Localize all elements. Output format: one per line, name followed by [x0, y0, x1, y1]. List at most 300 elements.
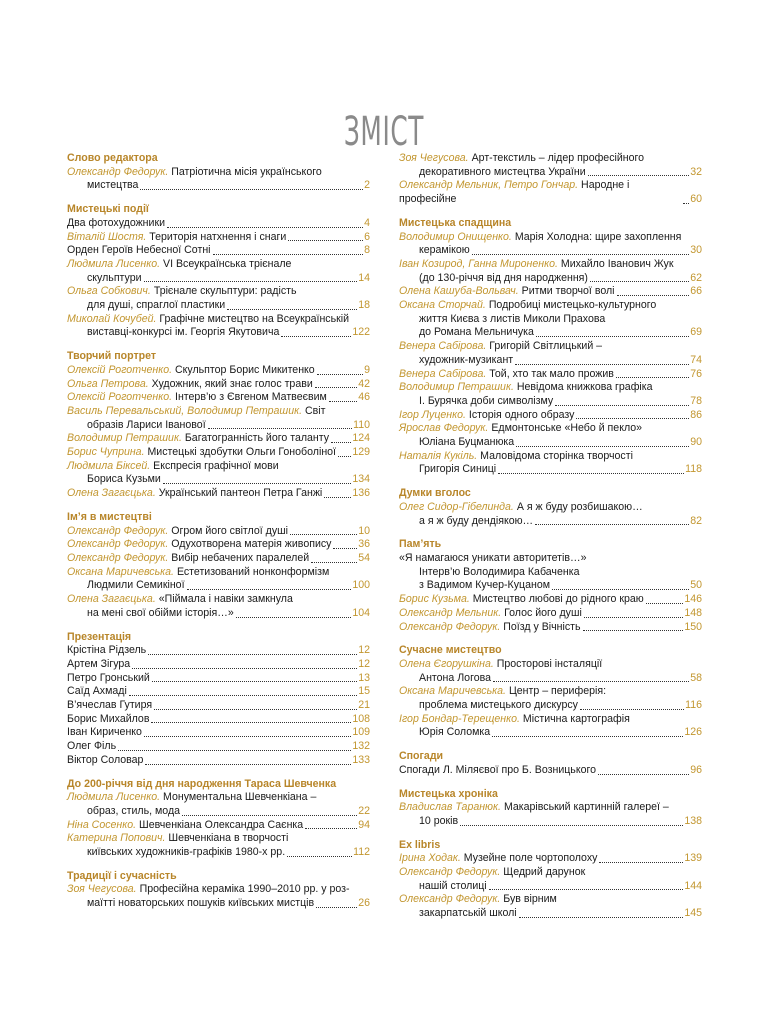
toc-section [67, 203, 370, 340]
section-heading: Традиції і сучасність [67, 869, 177, 882]
page-number: 42 [358, 377, 370, 390]
toc-entry[interactable] [399, 258, 702, 285]
entry-author: Ярослав Федорук. [399, 422, 489, 435]
dot-leader [129, 695, 357, 696]
toc-section [399, 644, 702, 740]
entry-title-line: Людмили Семикіної [87, 579, 185, 592]
page-number: 146 [684, 593, 702, 606]
entry-title-line: Інтерв’ю Володимира Кабаченка [419, 565, 580, 578]
toc-entry[interactable] [399, 764, 702, 778]
toc-entry[interactable] [67, 658, 370, 672]
toc-entry[interactable] [399, 658, 702, 685]
toc-section [67, 870, 370, 911]
dot-leader [580, 709, 684, 710]
entry-author: Олександр Федорук. [67, 538, 169, 551]
entry-title-line: Маловідома сторінка творчості [480, 449, 633, 462]
entry-title-line: Юліана Буцманюка [419, 436, 515, 449]
dot-leader [305, 828, 357, 829]
entry-author: Олена Кашуба-Вольвач. [399, 285, 519, 298]
dot-leader [287, 856, 352, 857]
page-number: 62 [690, 271, 702, 284]
toc-entry[interactable] [67, 244, 370, 258]
entry-author: Борис Чуприна. [67, 446, 145, 459]
entry-title-line: Щедрий дарунок [503, 866, 586, 879]
toc-entry[interactable] [67, 285, 370, 312]
toc-entry[interactable] [399, 422, 702, 449]
entry-title-line: Був вірним [503, 893, 557, 906]
section-heading: Творчий портрет [67, 350, 157, 363]
entry-author: Зоя Чегусова. [67, 883, 137, 896]
section-heading: Мистецькі події [67, 203, 149, 216]
dot-leader [333, 548, 357, 549]
section-heading: Слово редактора [67, 152, 158, 164]
page-number: 58 [690, 671, 702, 684]
entry-title-line: Григорій Світлицький – [489, 340, 603, 353]
toc-entry[interactable] [399, 299, 702, 340]
entry-title-line: Юрія Соломка [419, 726, 491, 739]
toc-entry[interactable] [399, 852, 702, 866]
page-number: 32 [690, 165, 702, 178]
page-number: 124 [352, 432, 370, 445]
entry-title-line: нашій столиці [419, 879, 487, 892]
dot-leader [598, 774, 689, 775]
page-number: 112 [353, 846, 370, 859]
dot-leader [552, 589, 689, 590]
entry-title-line: «Піймала і навіки замкнула [158, 593, 293, 606]
page-number: 66 [690, 285, 702, 298]
page-number: 22 [358, 804, 370, 817]
toc-entry[interactable] [67, 231, 370, 245]
entry-title-line: маїтті новаторських пошуків київських мистців [87, 897, 315, 910]
entry-author: Олександр Федорук. [67, 524, 169, 537]
page-number: 78 [690, 394, 702, 407]
entry-title-line: Бориса Кузьми [87, 473, 161, 486]
entry-title-line: Патріотична місія українського [171, 165, 322, 178]
toc-entry[interactable] [67, 364, 370, 378]
entry-title-line: а я ж буду дендіякою… [419, 514, 534, 527]
page-number: 122 [352, 326, 370, 339]
dot-leader [208, 428, 352, 429]
dot-leader [489, 889, 684, 890]
toc-entry[interactable] [399, 801, 702, 828]
dot-leader [516, 446, 689, 447]
page-number: 50 [690, 579, 702, 592]
dot-leader [617, 295, 690, 296]
toc-entry[interactable] [67, 313, 370, 340]
dot-leader [145, 764, 351, 765]
dot-leader [683, 203, 689, 204]
toc-entry[interactable] [399, 621, 702, 635]
entry-author: Венера Сабірова. [399, 367, 487, 380]
entry-author: Олена Загаєцька. [67, 593, 156, 606]
entry-title-line: Арт-текстиль – лідер професійного [471, 152, 645, 164]
toc-section [399, 788, 702, 829]
entry-author: Володимир Петрашик. [399, 381, 514, 394]
dot-leader [152, 681, 357, 682]
entry-title-line: Григорія Синиці [419, 463, 497, 476]
entry-author: Олена Єгорушкіна. [399, 657, 494, 670]
page-number: 36 [358, 538, 370, 551]
page-number: 74 [690, 353, 702, 366]
toc-entry[interactable] [67, 740, 370, 754]
entry-title-line: VI Всеукраїнська трієнале [163, 257, 292, 270]
entry-title-line: Марія Холодна: щире захоплення [514, 230, 682, 243]
page-number: 139 [684, 852, 702, 865]
entry-title-line: Ритми творчої волі [521, 285, 615, 298]
dot-leader [140, 189, 363, 190]
toc-entry[interactable] [67, 525, 370, 539]
page-number: 104 [352, 606, 370, 619]
toc-section [399, 538, 702, 634]
entry-title-line: Естетизований нонконформізм [176, 565, 330, 578]
toc-entry[interactable] [67, 446, 370, 460]
toc-entry[interactable] [67, 432, 370, 446]
entry-author: Оксана Маричевська. [67, 565, 174, 578]
entry-title-line: Два фотохудожники [67, 216, 166, 229]
entry-title-line: образів Лариси Іванової [87, 418, 206, 431]
entry-title-line: Професійна кераміка 1990–2010 рр. у роз- [139, 883, 350, 896]
page-number: 86 [690, 408, 702, 421]
toc-entry[interactable] [399, 593, 702, 607]
entry-author: Оксана Сторчай. [399, 299, 486, 312]
page-number: 129 [352, 446, 370, 459]
entry-title-line: Експресія графічної мови [153, 459, 279, 472]
toc-entry[interactable] [399, 713, 702, 740]
dot-leader [144, 736, 351, 737]
entry-title-line: Орден Героїв Небесної Сотні [67, 244, 211, 257]
entry-author: Олександр Федорук. [399, 866, 501, 879]
dot-leader [144, 281, 358, 282]
entry-author: Олексій Роготченко. [67, 363, 173, 376]
section-heading: Сучасне мистецтво [399, 644, 502, 657]
page-number: 94 [358, 818, 370, 831]
entry-author: Владислав Таранюк. [399, 801, 501, 814]
page-number: 134 [352, 473, 370, 486]
dot-leader [331, 442, 351, 443]
dot-leader [329, 401, 357, 402]
entry-title-line: виставці-конкурсі ім. Георгія Якутовича [87, 326, 280, 339]
dot-leader [536, 336, 689, 337]
page-number: 26 [358, 897, 370, 910]
page-number: 118 [685, 463, 702, 476]
toc-section [67, 511, 370, 621]
entry-author: Олексій Роготченко. [67, 391, 173, 404]
page-number: 82 [690, 514, 702, 527]
dot-leader [213, 254, 364, 255]
toc-left-column [67, 152, 370, 921]
toc-entry[interactable] [399, 368, 702, 382]
toc-section [67, 778, 370, 860]
entry-title-line: Український пантеон Петра Ганжі [158, 487, 323, 500]
page-number: 144 [684, 879, 702, 892]
toc-section [67, 152, 370, 193]
section-heading: Презентація [67, 630, 132, 643]
entry-title-line: Макарівський картинній галереї – [503, 801, 669, 814]
page-number: 14 [358, 271, 370, 284]
toc-entry[interactable] [399, 152, 702, 179]
page-number: 13 [358, 671, 370, 684]
page-number: 30 [690, 244, 702, 257]
section-heading: Ім’я в мистецтві [67, 510, 152, 523]
entry-title-line: Едмонтонське «Небо й пекло» [491, 422, 643, 435]
dot-leader [311, 562, 357, 563]
entry-title-line: 10 років [419, 814, 459, 827]
page-number: 12 [358, 657, 370, 670]
entry-author: Борис Кузьма. [399, 593, 470, 606]
dot-leader [590, 281, 689, 282]
dot-leader [460, 825, 683, 826]
dot-leader [118, 750, 351, 751]
page-number: 46 [358, 391, 370, 404]
entry-author: Василь Перевальський, Володимир Петрашик. [67, 404, 303, 417]
dot-leader [281, 336, 351, 337]
entry-title-line: Невідома книжкова графіка [516, 381, 653, 394]
entry-title-line: Михайло Іванович Жук [560, 257, 674, 270]
toc-entry[interactable] [67, 487, 370, 501]
toc-entry[interactable] [67, 566, 370, 593]
entry-title-line: Віктор Соловар [67, 753, 144, 766]
dot-leader [515, 364, 689, 365]
entry-title-line: до Романа Мельничука [419, 326, 534, 339]
toc-entry[interactable] [399, 501, 702, 528]
toc-right-column [399, 152, 702, 931]
page-number: 126 [684, 726, 702, 739]
entry-author: Ольга Собкович. [67, 285, 151, 298]
entry-title-line: Одухотворена матерія живопису [171, 538, 332, 551]
page-number: 148 [684, 606, 702, 619]
entry-title-line: Саїд Ахмаді [67, 685, 127, 698]
toc-entry[interactable] [67, 552, 370, 566]
dot-leader [493, 681, 689, 682]
dot-leader [290, 534, 357, 535]
dot-leader [583, 630, 684, 631]
page-number: 69 [690, 326, 702, 339]
page-number: 100 [352, 579, 370, 592]
entry-title-line: для душі, спраглої пластики [87, 299, 226, 312]
page-number: 138 [684, 814, 702, 827]
section-heading: До 200-річчя від дня народження Тараса Шевченка [67, 777, 337, 790]
page-number: 150 [684, 620, 702, 633]
dot-leader [472, 254, 690, 255]
entry-title-line: Борис Михайлов [67, 712, 150, 725]
entry-author: Володимир Онищенко. [399, 230, 512, 243]
toc-entry[interactable] [67, 819, 370, 833]
toc-entry[interactable] [399, 409, 702, 423]
entry-title-line: Містична картографія [522, 712, 630, 725]
entry-title-line: Художник, який знає голос трави [151, 377, 313, 390]
dot-leader [492, 736, 683, 737]
section-heading: Пам’ять [399, 538, 442, 551]
entry-title-line: Огром його світлої душі [171, 524, 288, 537]
entry-author: Ніна Сосенко. [67, 818, 137, 831]
toc-entry[interactable] [67, 685, 370, 699]
page-number: 4 [364, 216, 370, 229]
toc-entry[interactable] [399, 607, 702, 621]
dot-leader [646, 603, 684, 604]
page-number: 145 [684, 907, 702, 920]
entry-author: Ольга Петрова. [67, 377, 149, 390]
entry-title-line: Центр – периферія: [508, 685, 607, 698]
toc-entry[interactable] [399, 866, 702, 893]
entry-author: Ігор Бондар-Терещенко. [399, 712, 520, 725]
entry-title-line: Іван Кириченко [67, 726, 142, 739]
entry-author: Олександр Федорук. [67, 165, 169, 178]
section-heading: Ex libris [399, 838, 441, 851]
entry-title-line: Той, хто так мало прожив [489, 367, 614, 380]
page-number: 15 [358, 685, 370, 698]
entry-author: Зоя Чегусова. [399, 152, 469, 164]
toc-entry[interactable] [67, 672, 370, 686]
entry-title-line: А я ж буду розбишакою… [516, 500, 643, 513]
entry-author: Ірина Ходак. [399, 852, 461, 865]
dot-leader [132, 668, 357, 669]
page-number: 12 [358, 644, 370, 657]
entry-author: Олександр Федорук. [399, 620, 501, 633]
entry-title-line: художник-музикант [419, 353, 514, 366]
page-number: 108 [352, 712, 370, 725]
toc-entry[interactable] [67, 754, 370, 768]
entry-author: Катерина Попович. [67, 832, 166, 845]
section-heading: Мистецька хроніка [399, 787, 498, 800]
section-heading: Мистецька спадщина [399, 216, 512, 229]
entry-title-line: І. Бурячка доби символізму [419, 394, 554, 407]
dot-leader [616, 377, 689, 378]
page-number: 109 [352, 726, 370, 739]
entry-title-line: керамікою [419, 244, 470, 257]
entry-author: Людмила Лисенко. [67, 791, 161, 804]
entry-author: Олег Сидор-Гібелинда. [399, 500, 514, 513]
section-heading: Думки вголос [399, 487, 471, 500]
toc-entry[interactable] [67, 460, 370, 487]
toc-entry[interactable] [67, 378, 370, 392]
dot-leader [167, 227, 363, 228]
page-number: 132 [352, 740, 370, 753]
dot-leader [315, 387, 357, 388]
toc-section [67, 350, 370, 501]
toc-entry[interactable] [67, 166, 370, 193]
entry-title-line: декоративного мистецтва України [419, 165, 586, 178]
toc-entry[interactable] [399, 340, 702, 367]
toc-entry[interactable] [67, 391, 370, 405]
entry-title-line: Історія одного образу [468, 408, 575, 421]
entry-author: Ігор Луценко. [399, 408, 466, 421]
toc-entry[interactable] [67, 217, 370, 231]
toc-entry[interactable] [399, 552, 702, 593]
dot-leader [599, 862, 683, 863]
entry-title-line: проблема мистецького дискурсу [419, 699, 578, 712]
dot-leader [151, 722, 351, 723]
dot-leader [163, 483, 351, 484]
dot-leader [288, 240, 363, 241]
dot-leader [187, 589, 352, 590]
entry-title-line: Інтерв’ю з Євгеном Матвеєвим [175, 391, 327, 404]
entry-author: Венера Сабірова. [399, 340, 487, 353]
toc-entry[interactable] [399, 685, 702, 712]
dot-leader [555, 405, 689, 406]
toc-entry[interactable] [67, 883, 370, 910]
entry-title-line: на мені свої обійми історія…» [87, 606, 234, 619]
dot-leader [535, 524, 689, 525]
toc-entry[interactable] [399, 285, 702, 299]
entry-author: Людмила Біксей. [67, 459, 151, 472]
entry-author: Віталій Шостя. [67, 230, 147, 243]
page-number: 10 [358, 524, 370, 537]
dot-leader [584, 617, 683, 618]
dot-leader [588, 175, 690, 176]
entry-title-line: Музейне поле чортополоху [463, 852, 598, 865]
toc-entry[interactable] [67, 258, 370, 285]
entry-title-line: життя Києва з листів Миколи Прахова [419, 312, 606, 325]
dot-leader [317, 374, 363, 375]
entry-title-line: Просторові інсталяції [496, 657, 603, 670]
toc-entry[interactable] [67, 832, 370, 859]
dot-leader [227, 309, 357, 310]
toc-entry[interactable] [399, 381, 702, 408]
dot-leader [498, 473, 684, 474]
toc-entry[interactable] [67, 713, 370, 727]
entry-author: Олександр Федорук. [399, 893, 501, 906]
entry-title-line: Вибір небачених паралелей [171, 551, 310, 564]
entry-author: Олександр Мельник, Петро Гончар. [399, 179, 579, 192]
toc-entry[interactable] [67, 726, 370, 740]
entry-title-line: Скульптор Борис Микитенко [175, 363, 315, 376]
entry-title-line: Графічне мистецтво на Всеукраїнській [159, 312, 350, 325]
entry-title-line: Артем Зігура [67, 657, 131, 670]
entry-title-line: Шевченкіана в творчості [168, 832, 289, 845]
toc-section [399, 152, 702, 207]
toc-entry[interactable] [67, 791, 370, 818]
entry-title-line: Олег Філь [67, 740, 117, 753]
page-title: ЗМІСТ [343, 108, 425, 155]
toc-entry[interactable] [399, 450, 702, 477]
page-number: 60 [690, 193, 702, 206]
page-number: 96 [690, 763, 702, 776]
page-number: 8 [364, 244, 370, 257]
toc-entry[interactable] [399, 893, 702, 920]
toc-entry[interactable] [67, 644, 370, 658]
toc-section [67, 631, 370, 768]
page-number: 90 [690, 436, 702, 449]
entry-title-line: (до 130-річчя від дня народження) [419, 271, 588, 284]
page-number: 2 [364, 179, 370, 192]
dot-leader [154, 709, 357, 710]
dot-leader [182, 815, 357, 816]
entry-author: Олена Загаєцька. [67, 487, 156, 500]
entry-title-line: Голос його душі [504, 606, 582, 619]
page-number: 18 [358, 299, 370, 312]
entry-author: Наталія Кукіль. [399, 449, 478, 462]
entry-author: Олександр Федорук. [67, 551, 169, 564]
entry-title-line: Петро Гронський [67, 671, 150, 684]
entry-title-line: Народне і професійне [399, 179, 630, 206]
entry-title-line: Мистецтво любові до рідного краю [472, 593, 644, 606]
entry-title-line: з Вадимом Кучер-Куцаном [419, 579, 551, 592]
entry-author: Володимир Петрашик. [67, 432, 182, 445]
toc-entry[interactable] [399, 179, 702, 206]
toc-entry[interactable] [67, 405, 370, 432]
toc-entry[interactable] [67, 699, 370, 713]
toc-entry[interactable] [399, 231, 702, 258]
toc-entry[interactable] [67, 538, 370, 552]
entry-title-line: закарпатській школі [419, 907, 517, 920]
page-number: 116 [685, 699, 702, 712]
page-number: 9 [364, 363, 370, 376]
toc-entry[interactable] [67, 593, 370, 620]
page-number: 136 [352, 487, 370, 500]
entry-author: Олександр Мельник. [399, 606, 502, 619]
entry-title-line: київських художників-графіків 1980-х рр. [87, 846, 286, 859]
section-heading: Спогади [399, 750, 444, 763]
